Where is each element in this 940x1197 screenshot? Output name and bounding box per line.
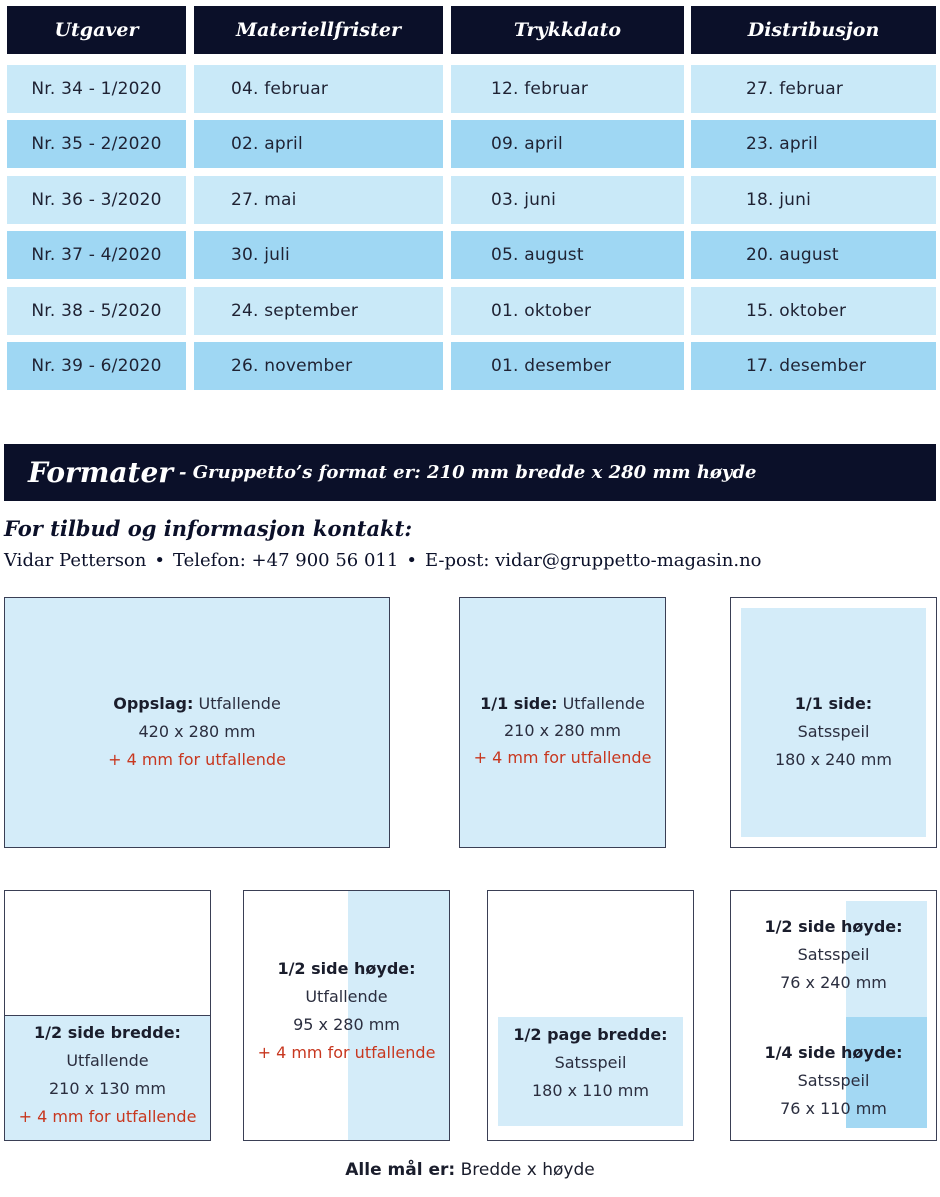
table-cell: 18. juni bbox=[691, 176, 936, 224]
header-materiellfrister: Materiellfrister bbox=[194, 6, 443, 54]
table-cell: 26. november bbox=[194, 342, 443, 390]
format-label: 1/2 page bredde: Satsspeil 180 x 110 mm bbox=[513, 1025, 668, 1100]
contact-name: Vidar Petterson bbox=[4, 550, 147, 571]
footer-note: Alle mål er: Bredde x høyde bbox=[345, 1160, 595, 1180]
table-cell: 03. juni bbox=[451, 176, 684, 224]
table-cell: Nr. 37 - 4/2020 bbox=[7, 231, 186, 279]
format-label: 1/2 side høyde: Satsspeil 76 x 240 mm bbox=[764, 917, 903, 992]
table-cell: Nr. 35 - 2/2020 bbox=[7, 120, 186, 168]
table-cell: 17. desember bbox=[691, 342, 936, 390]
table-cell: 04. februar bbox=[194, 65, 443, 113]
format-half-width-type bbox=[487, 890, 694, 1141]
format-half-width-bleed bbox=[4, 890, 211, 1141]
header-utgaver: Utgaver bbox=[7, 6, 186, 54]
table-cell: 01. desember bbox=[451, 342, 684, 390]
table-cell: 01. oktober bbox=[451, 287, 684, 335]
separator: • bbox=[406, 550, 417, 571]
table-cell: 30. juli bbox=[194, 231, 443, 279]
formater-banner bbox=[4, 444, 936, 501]
table-cell: 15. oktober bbox=[691, 287, 936, 335]
table-cell: 24. september bbox=[194, 287, 443, 335]
header-trykkdato: Trykkdato bbox=[451, 6, 684, 54]
table-cell: 05. august bbox=[451, 231, 684, 279]
formater-title: Formater bbox=[28, 456, 174, 489]
format-full-bleed bbox=[459, 597, 666, 848]
table-cell: Nr. 39 - 6/2020 bbox=[7, 342, 186, 390]
table-cell: Nr. 38 - 5/2020 bbox=[7, 287, 186, 335]
table-cell: 23. april bbox=[691, 120, 936, 168]
contact-email[interactable]: E-post: vidar@gruppetto-magasin.no bbox=[424, 550, 762, 571]
format-label: 1/4 side høyde: Satsspeil 76 x 110 mm bbox=[764, 1043, 903, 1118]
table-cell: 09. april bbox=[451, 120, 684, 168]
format-label: Oppslag: Utfallende 420 x 280 mm + 4 mm for utfallende bbox=[108, 694, 286, 769]
contact-line bbox=[4, 550, 762, 571]
table-cell: Nr. 36 - 3/2020 bbox=[7, 176, 186, 224]
table-cell: 02. april bbox=[194, 120, 443, 168]
format-full-type bbox=[730, 597, 937, 848]
contact-heading: For tilbud og informasjon kontakt: bbox=[4, 516, 413, 541]
table-cell: 20. august bbox=[691, 231, 936, 279]
table-cell: 27. mai bbox=[194, 176, 443, 224]
table-cell: 12. februar bbox=[451, 65, 684, 113]
format-label: 1/1 side: Utfallende 210 x 280 mm + 4 mm for utfallende bbox=[473, 694, 652, 767]
format-label: 1/1 side: Satsspeil 180 x 240 mm bbox=[775, 694, 892, 769]
header-distribusjon: Distribusjon bbox=[691, 6, 936, 54]
table-cell: 27. februar bbox=[691, 65, 936, 113]
format-label: 1/2 side bredde: Utfallende 210 x 130 mm + 4 mm for utfallende bbox=[18, 1023, 197, 1126]
format-half-height-bleed bbox=[243, 890, 450, 1141]
table-cell: Nr. 34 - 1/2020 bbox=[7, 65, 186, 113]
format-oppslag bbox=[4, 597, 390, 848]
format-height-type bbox=[730, 890, 937, 1141]
formater-subtitle: - Gruppetto’s format er: 210 mm bredde x 280 mm høyde bbox=[179, 462, 757, 483]
format-label: 1/2 side høyde: Utfallende 95 x 280 mm + 4 mm for utfallende bbox=[257, 959, 436, 1062]
contact-phone: Telefon: +47 900 56 011 bbox=[173, 550, 399, 571]
separator: • bbox=[154, 550, 165, 571]
